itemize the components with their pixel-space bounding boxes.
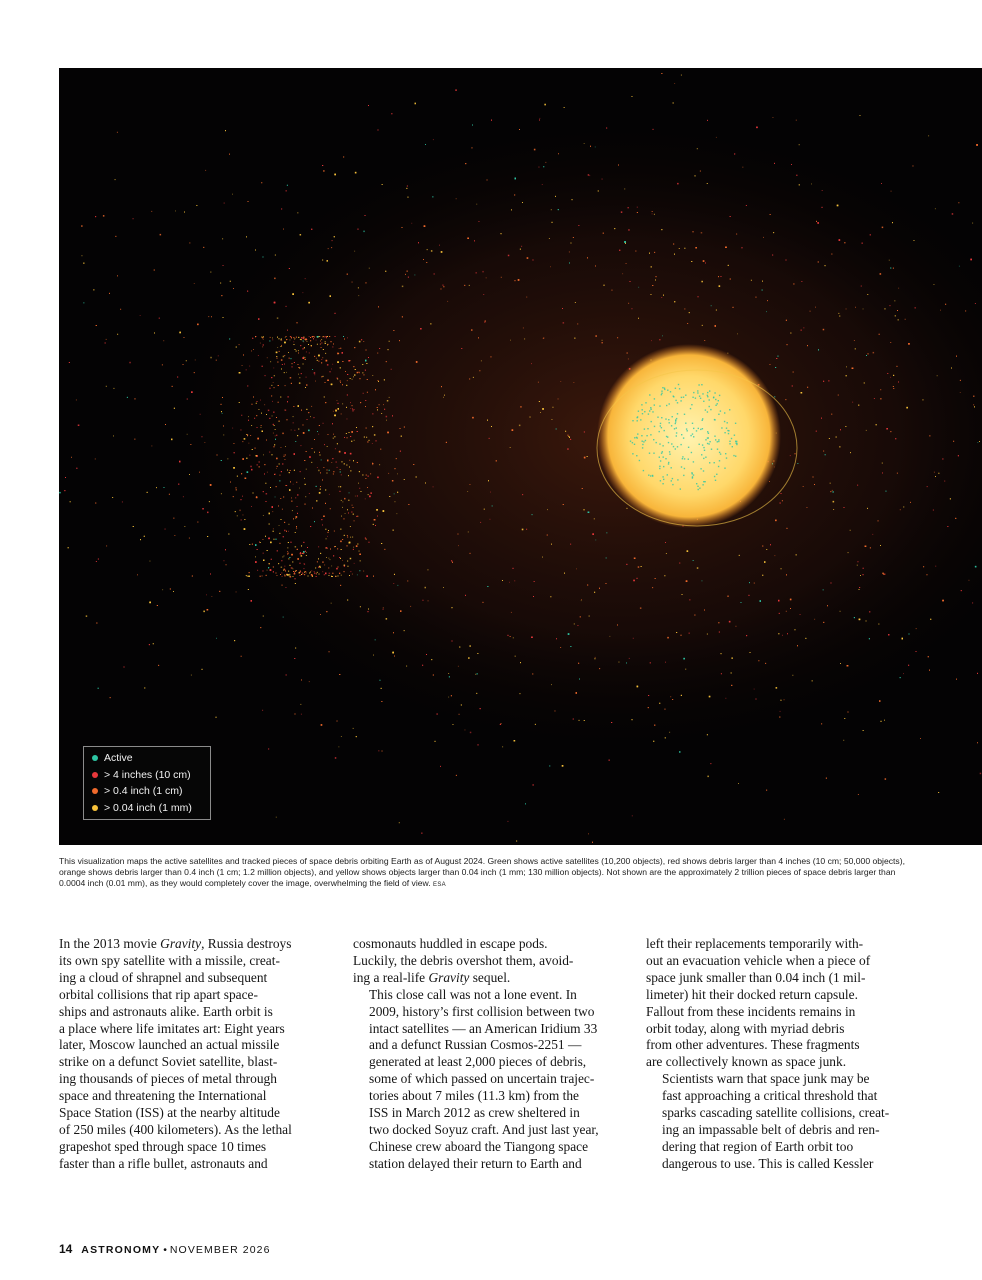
text-line: space junk smaller than 0.04 inch (1 mil- — [646, 969, 866, 985]
article-paragraph — [646, 1071, 921, 1172]
legend-item — [92, 783, 204, 800]
text-line: are collectively known as space junk. — [646, 1054, 847, 1070]
text-line: fast approaching a critical threshold that — [662, 1088, 878, 1104]
legend-dot-icon — [92, 805, 98, 811]
page-number: 14 — [59, 1242, 73, 1256]
figure-caption — [59, 856, 921, 891]
article-column-2 — [353, 936, 628, 1173]
text-line: intact satellites — an American Iridium 33 — [369, 1020, 598, 1036]
text-line: ing thousands of pieces of metal through — [59, 1071, 277, 1087]
text-line: dering that region of Earth orbit too — [662, 1138, 854, 1154]
text-line: orbit today, along with myriad debris — [646, 1020, 845, 1036]
footer-separator: • — [163, 1244, 167, 1256]
italic-title: Gravity — [160, 936, 202, 951]
caption-text: This visualization maps the active satellites and tracked pieces of space debris orbiting Earth as of August 2024. Green shows active satellites (10,200 objects), red shows debris larger than 4 inches (10 cm; 50,000 objects), orange shows debris larger than 0.4 inch (1 cm; 1.2 million objects), and yellow shows objects larger than 0.04 inch (1 mm; 130 million objects). Not shown are the approximately 2 trillion pieces of space debris larger than 0.0004 inch (0.01 mm), as they would completely cover the image, overwhelming the field of view. — [59, 856, 905, 888]
text-line: grapeshot sped through space 10 times — [59, 1138, 267, 1154]
text-line: some of which passed on uncertain trajec- — [369, 1071, 595, 1087]
legend-label: > 0.04 inch (1 mm) — [104, 801, 192, 814]
text-line: faster than a rifle bullet, astronauts and — [59, 1155, 268, 1171]
text-line: sparks cascading satellite collisions, creat- — [662, 1105, 890, 1121]
text-line: ing an impassable belt of debris and ren- — [662, 1121, 880, 1137]
article-column-3 — [646, 936, 921, 1173]
earth-glow — [597, 344, 781, 528]
text-line: from other adventures. These fragments — [646, 1037, 860, 1053]
article-paragraph — [646, 936, 921, 1071]
legend-label: Active — [104, 752, 133, 765]
text-line: Luckily, the debris overshot them, avoid- — [353, 952, 574, 968]
legend-item — [92, 750, 204, 767]
text-line: station delayed their return to Earth and — [369, 1155, 582, 1171]
legend-dot-icon — [92, 772, 98, 778]
legend-item — [92, 767, 204, 784]
italic-title: Gravity — [428, 969, 470, 985]
text-line: space and threatening the International — [59, 1088, 267, 1104]
text-segment: In the 2013 movie — [59, 936, 161, 951]
legend-dot-icon — [92, 788, 98, 794]
legend-dot-icon — [92, 755, 98, 761]
article-paragraph — [59, 936, 334, 1173]
debris-haze — [149, 106, 982, 766]
text-line: tories about 7 miles (11.3 km) from the — [369, 1088, 579, 1104]
text-line: 2009, history’s first collision between two — [369, 1003, 595, 1019]
text-line: orbital collisions that rip apart space- — [59, 986, 258, 1002]
text-line: dangerous to use. This is called Kessler — [662, 1155, 874, 1171]
text-line: two docked Soyuz craft. And just last year, — [369, 1121, 599, 1137]
legend-label: > 4 inches (10 cm) — [104, 768, 191, 781]
text-line: out an evacuation vehicle when a piece of — [646, 952, 871, 968]
legend-label: > 0.4 inch (1 cm) — [104, 785, 183, 798]
text-line: limeter) hit their docked return capsule. — [646, 986, 858, 1002]
text-line: left their replacements temporarily with- — [646, 936, 864, 951]
debris-visualization-image — [59, 68, 982, 845]
text-line: Space Station (ISS) at the nearby altitude — [59, 1105, 280, 1121]
text-line: This close call was not a lone event. In — [369, 986, 577, 1002]
text-line: Chinese crew aboard the Tiangong space — [369, 1138, 589, 1154]
text-line: ships and astronauts alike. Earth orbit is — [59, 1003, 273, 1019]
text-line: generated at least 2,000 pieces of debris, — [369, 1054, 587, 1070]
debris-visualization — [59, 68, 982, 845]
issue-date: NOVEMBER 2026 — [169, 1244, 271, 1256]
figure-legend — [83, 746, 211, 820]
text-line: later, Moscow launched an actual missile — [59, 1037, 280, 1053]
debris-dots — [59, 73, 982, 843]
text-line: cosmonauts huddled in escape pods. — [353, 936, 548, 951]
legend-item — [92, 800, 204, 817]
article-column-1 — [59, 936, 334, 1173]
text-line: of 250 miles (400 kilometers). As the lethal — [59, 1121, 292, 1137]
text-line: Scientists warn that space junk may be — [662, 1071, 870, 1087]
text-line: ISS in March 2012 as crew sheltered in — [369, 1105, 580, 1121]
text-line: Fallout from these incidents remains in — [646, 1003, 856, 1019]
page-footer — [59, 1242, 271, 1256]
text-segment: ing a real-life — [353, 969, 429, 985]
text-segment: sequel. — [469, 969, 511, 985]
text-line: strike on a defunct Soviet satellite, blast- — [59, 1054, 278, 1070]
text-line: a place where life imitates art: Eight years — [59, 1020, 285, 1036]
article-paragraph — [353, 936, 628, 987]
text-segment: , Russia destroys — [201, 936, 292, 951]
image-credit: ESA — [433, 882, 446, 888]
magazine-name: ASTRONOMY — [81, 1244, 161, 1256]
article-paragraph — [353, 987, 628, 1173]
text-line: ing a cloud of shrapnel and subsequent — [59, 969, 268, 985]
text-line — [59, 936, 334, 953]
text-line — [353, 970, 628, 987]
text-line: its own spy satellite with a missile, creat- — [59, 952, 280, 968]
text-line: and a defunct Russian Cosmos-2251 — — [369, 1037, 582, 1053]
